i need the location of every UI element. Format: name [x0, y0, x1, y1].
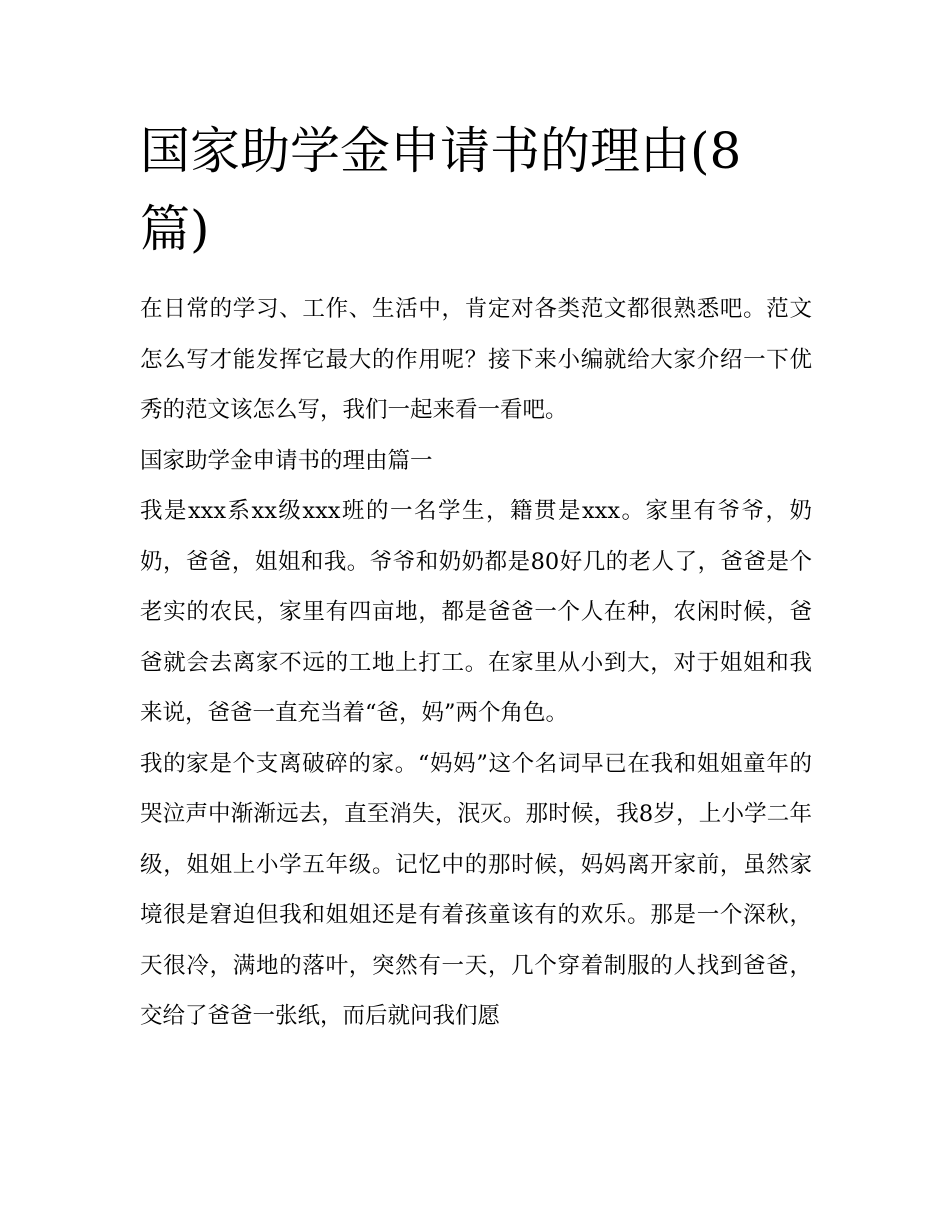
- section-heading: 国家助学金申请书的理由篇一: [140, 447, 433, 474]
- body-paragraph-2: 我的家是个支离破碎的家。“妈妈”这个名词早已在我和姐姐童年的哭泣声中渐渐远去，直至消失，泯灭。那时候，我8岁，上小学二年级，姐姐上小学五年级。记忆中的那时候，妈妈离开家前，虽然家境很是窘迫但我和姐姐还是有着孩童该有的欢乐。那是一个深秋，天很冷，满地的落叶，突然有一天，几个穿着制服的人找到爸爸，交给了爸爸一张纸，而后就问我们愿: [140, 750, 812, 1029]
- body-paragraph-1: 我是xxx系xx级xxx班的一名学生，籍贯是xxx。家里有爷爷，奶奶，爸爸，姐姐和我。爷爷和奶奶都是80好几的老人了，爸爸是个老实的农民，家里有四亩地，都是爸爸一个人在种，农闲时候，爸爸就会去离家不远的工地上打工。在家里从小到大，对于姐姐和我来说，爸爸一直充当着“爸，妈”两个角色。: [140, 498, 812, 726]
- document-page: [140, 112, 812, 1042]
- document-title: 国家助学金申请书的理由(8篇): [140, 122, 742, 258]
- intro-paragraph: 在日常的学习、工作、生活中，肯定对各类范文都很熟悉吧。范文怎么写才能发挥它最大的作用呢？接下来小编就给大家介绍一下优秀的范文该怎么写，我们一起来看一看吧。: [140, 296, 812, 423]
